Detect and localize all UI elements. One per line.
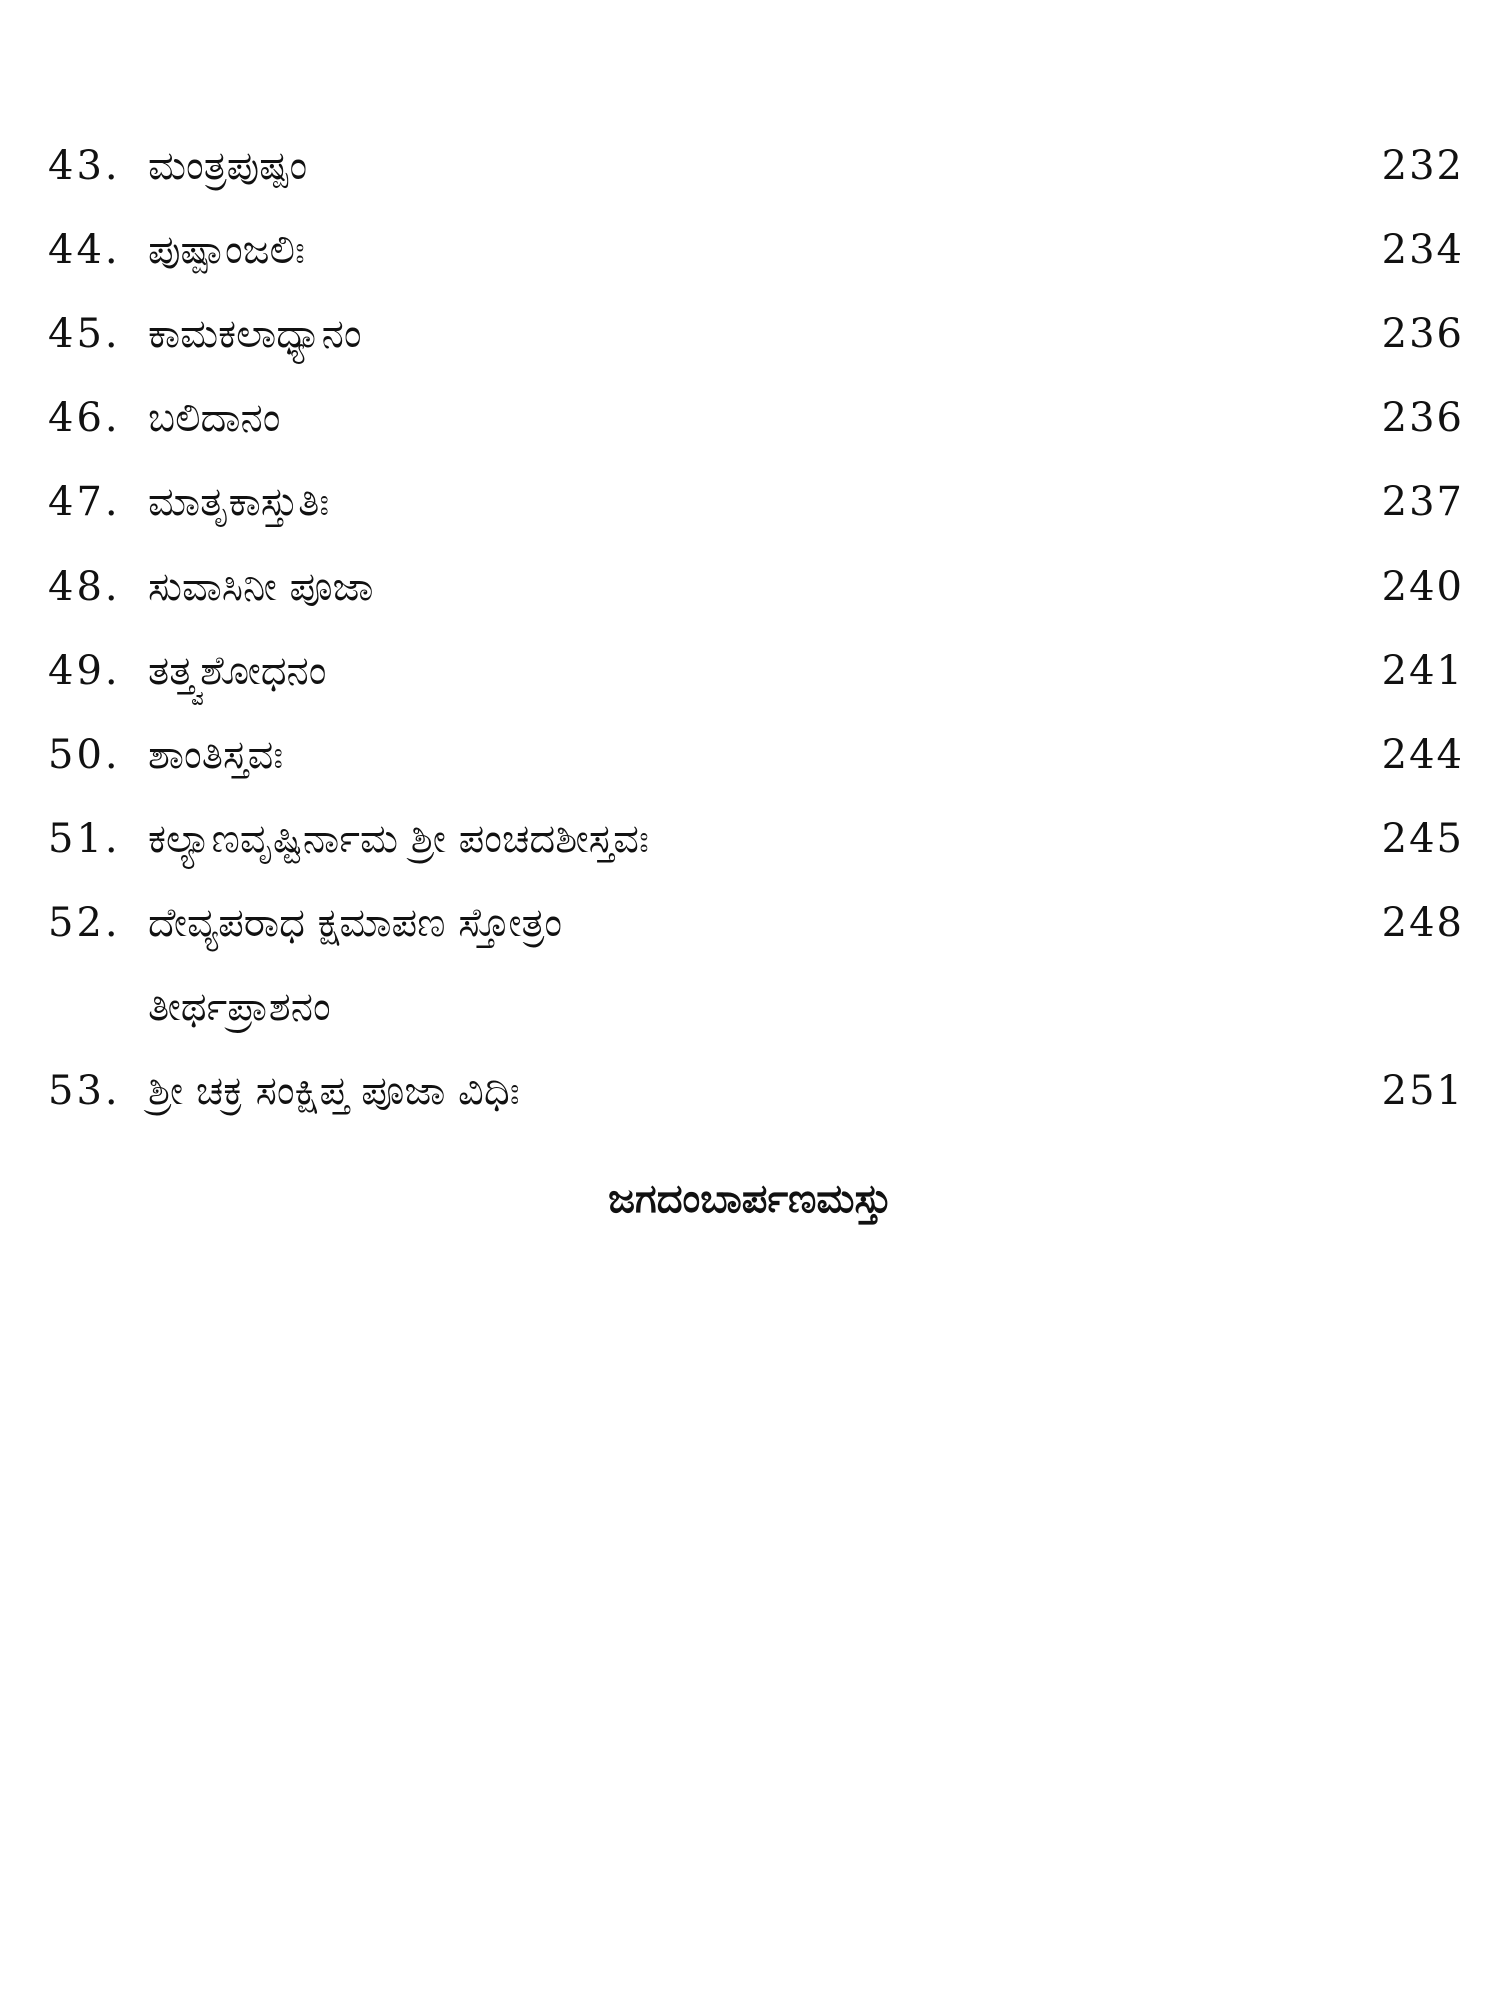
toc-entry — [0, 208, 1500, 292]
toc-entry — [0, 124, 1500, 208]
entry-page: 240 — [1381, 564, 1464, 610]
entry-title: ಸುವಾಸಿನೀ ಪೂಜಾ — [148, 564, 374, 610]
toc-entry — [0, 797, 1500, 881]
entry-page: 236 — [1381, 311, 1464, 357]
toc-entry — [0, 629, 1500, 713]
entry-number: 45. — [48, 311, 121, 357]
toc-entry-continuation — [0, 965, 1500, 1049]
entry-number: 48. — [48, 564, 121, 610]
entry-title: ಬಲಿದಾನಂ — [148, 395, 281, 441]
toc-entry — [0, 545, 1500, 629]
entry-number: 47. — [48, 479, 121, 525]
entry-number: 53. — [48, 1068, 121, 1114]
entry-title: ದೇವ್ಯಪರಾಧ ಕ್ಷಮಾಪಣ ಸ್ತೋತ್ರಂ — [148, 900, 563, 946]
entry-number: 50. — [48, 732, 121, 778]
toc-entry — [0, 713, 1500, 797]
entry-number: 46. — [48, 395, 121, 441]
entry-page: 244 — [1381, 732, 1464, 778]
entry-number: 52. — [48, 900, 121, 946]
entry-page: 234 — [1381, 227, 1464, 273]
entry-title: ತೀರ್ಥಪ್ರಾಶನಂ — [148, 984, 331, 1030]
entry-number: 51. — [48, 816, 121, 862]
entry-page: 248 — [1381, 900, 1464, 946]
entry-title: ಕಾಮಕಲಾಧ್ಯಾನಂ — [148, 311, 362, 357]
entry-page: 237 — [1381, 479, 1464, 525]
entry-title: ಮಾತೃಕಾಸ್ತುತಿಃ — [148, 479, 330, 525]
closing-dedication: ಜಗದಂಬಾರ್ಪಣಮಸ್ತು — [608, 1176, 892, 1222]
entry-title: ಮಂತ್ರಪುಷ್ಪಂ — [148, 143, 308, 189]
entry-title: ತತ್ತ್ವಶೋಧನಂ — [148, 648, 327, 694]
toc-entry — [0, 1049, 1500, 1133]
entry-page: 232 — [1381, 143, 1464, 189]
entry-title: ಶಾಂತಿಸ್ತವಃ — [148, 732, 284, 778]
toc-entry — [0, 376, 1500, 460]
toc-entry — [0, 881, 1500, 965]
entry-title: ಕಲ್ಯಾಣವೃಷ್ಟಿರ್ನಾಮ ಶ್ರೀ ಪಂಚದಶೀಸ್ತವಃ — [148, 816, 649, 862]
toc-entry — [0, 292, 1500, 376]
entry-page: 236 — [1381, 395, 1464, 441]
entry-page: 241 — [1381, 648, 1464, 694]
entry-title: ಪುಷ್ಪಾಂಜಲಿಃ — [148, 227, 305, 273]
entry-page: 251 — [1381, 1068, 1464, 1114]
entry-page: 245 — [1381, 816, 1464, 862]
entry-title: ಶ್ರೀ ಚಕ್ರ ಸಂಕ್ಷಿಪ್ತ ಪೂಜಾ ವಿಧಿಃ — [148, 1068, 520, 1114]
entry-number: 43. — [48, 143, 121, 189]
entry-number: 44. — [48, 227, 121, 273]
toc-entry — [0, 460, 1500, 544]
entry-number: 49. — [48, 648, 121, 694]
